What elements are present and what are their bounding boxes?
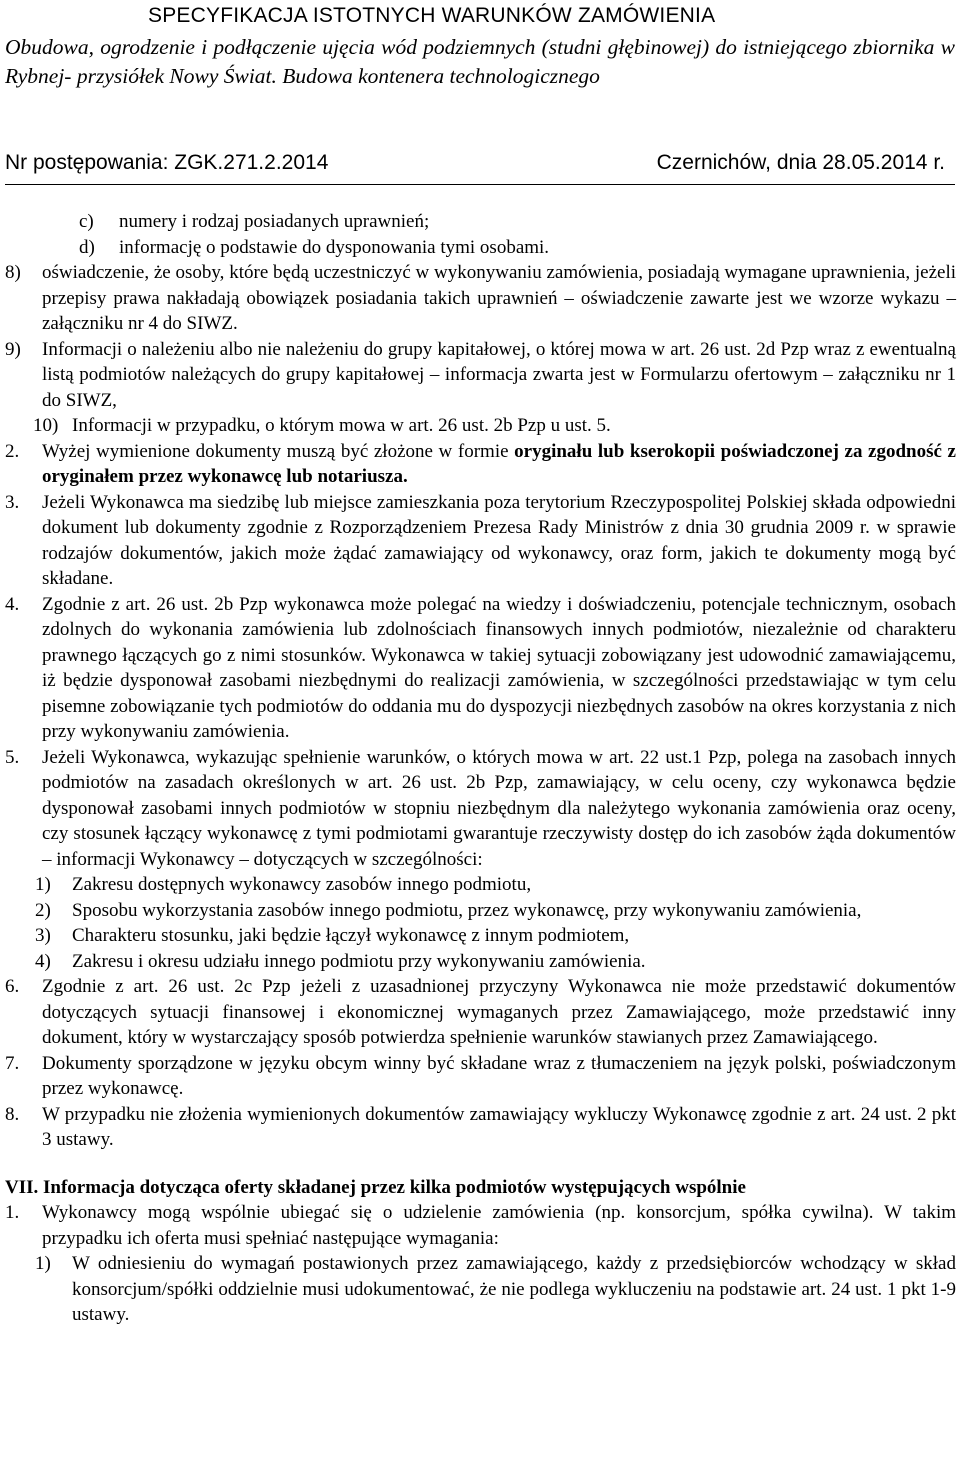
list-item — [0, 1102, 960, 1153]
place-date: Czernichów, dnia 28.05.2014 r. — [656, 151, 945, 174]
item-number: 3. — [5, 491, 20, 513]
item-text: Informacji o należeniu albo nie należeniu do grupy kapitałowej, o której mowa w art. 26 ust. 2d Pzp wraz z ewentualną listą podmiotów należących do grupy kapitałowej – informacja zwarta jest w Formularzu ofertowym – załączniku nr 1 do SIWZ, — [42, 338, 956, 411]
item-text: Wyżej wymienione dokumenty muszą być złożone w formie — [42, 440, 515, 462]
item-text: Jeżeli Wykonawca ma siedzibę lub miejsce zamieszkania poza terytorium Rzeczypospolitej Polskiej składa odpowiedni dokument lub dokumenty zgodnie z Rozporządzeniem Prezesa Rady Ministrów z dnia 30 grudnia 2009 r. w sprawie rodzajów dokumentów, jakich może żądać zamawiający od wykonawcy, oraz form, jakich te dokumenty mogą być składane. — [42, 491, 956, 589]
item-text: Jeżeli Wykonawca, wykazując spełnienie warunków, o których mowa w art. 22 ust.1 Pzp, polega na zasobach innych podmiotów na zasadach określonych w art. 26 ust. 2b Pzp, zamawiający, w celu oceny, czy wykonawca będzie dysponował zasobami innych podmiotów w stopniu niezbędnym dla należytego wykonania zamówienia oraz oceny, czy stosunek łączący wykonawcę z tymi podmiotami gwarantuje rzeczywisty dostęp do ich zasobów żąda dokumentów – informacji Wykonawcy – dotyczących w szczególności: — [42, 746, 956, 870]
list-item — [0, 898, 960, 924]
document-body — [0, 209, 960, 1328]
list-item — [0, 1200, 960, 1251]
item-number: 10) — [33, 415, 59, 436]
item-number: 1) — [35, 1253, 51, 1274]
item-text: oświadczenie, że osoby, które będą uczestniczyć w wykonywaniu zamówienia, posiadają wymagane uprawnienia, jeżeli przepisy prawa nakładają obowiązek posiadania takich uprawnień – oświadczenie zawarte jest we wzorze wykazu – załączniku nr 4 do SIWZ. — [42, 262, 956, 334]
item-bold-text: oryginału lub kserokopii poświadczonej za zgodność z oryginałem przez wykonawcę lub notariusza. — [42, 440, 956, 487]
item-text: Charakteru stosunku, jaki będzie łączył wykonawcę z innym podmiotem, — [72, 925, 630, 946]
item-text: W przypadku nie złożenia wymienionych dokumentów zamawiający wykluczy Wykonawcę zgodnie z art. 24 ust. 2 pkt 3 ustawy. — [42, 1103, 956, 1150]
item-number: 8. — [5, 1103, 20, 1125]
list-item — [0, 1251, 960, 1328]
item-number: 1. — [5, 1202, 20, 1223]
case-number: Nr postępowania: ZGK.271.2.2014 — [5, 151, 329, 174]
item-number: 7. — [5, 1052, 20, 1074]
list-item — [0, 592, 960, 745]
list-item — [0, 872, 960, 898]
item-text: Informacji w przypadku, o którym mowa w art. 26 ust. 2b Pzp u ust. 5. — [72, 415, 611, 436]
section-number: VII. — [5, 1176, 39, 1198]
list-item — [0, 413, 960, 439]
item-number: c) — [79, 211, 94, 232]
header-meta — [5, 150, 955, 176]
item-text: Wykonawcy mogą wspólnie ubiegać się o udzielenie zamówienia (np. konsorcjum, spółka cywilna). W takim przypadku ich oferta musi spełniać następujące wymagania: — [42, 1202, 956, 1249]
item-text: Zakresu i okresu udziału innego podmiotu przy wykonywaniu zamówienia. — [72, 950, 646, 972]
list-item — [0, 974, 960, 1051]
item-number: 3) — [35, 925, 51, 946]
item-number: 2. — [5, 440, 20, 462]
item-number: 1) — [35, 874, 51, 895]
item-text: informację o podstawie do dysponowania tymi osobami. — [119, 236, 550, 258]
item-number: 6. — [5, 976, 20, 997]
item-number: 9) — [5, 338, 21, 360]
list-item — [0, 439, 960, 490]
list-item — [0, 209, 960, 235]
header-divider — [5, 184, 955, 185]
item-text: Sposobu wykorzystania zasobów innego podmiotu, przez wykonawcę, przy wykonywaniu zamówienia, — [72, 899, 862, 921]
section-title: Informacja dotycząca oferty składanej przez kilka podmiotów występujących wspólnie — [43, 1176, 746, 1198]
item-text: numery i rodzaj posiadanych uprawnień; — [119, 211, 430, 232]
item-number: 2) — [35, 899, 51, 921]
list-item — [0, 1051, 960, 1102]
project-subtitle: Obudowa, ogrodzenie i podłączenie ujęcia wód podziemnych (studni głębinowej) do istniejącego zbiornika w Rybnej- przysiółek Nowy Świat. Budowa kontenera technologicznego — [5, 35, 955, 88]
list-item — [0, 235, 960, 261]
section-heading — [0, 1175, 960, 1201]
item-text: Zgodnie z art. 26 ust. 2b Pzp wykonawca może polegać na wiedzy i doświadczeniu, potencjale technicznym, osobach zdolnych do wykonania zamówienia lub zdolnościach finansowych innych podmiotów, niezależnie od charakteru prawnego łączących go z nimi stosunków. Wykonawca w takiej sytuacji zobowiązany jest udowodnić zamawiającemu, iż będzie dysponował zasobami niezbędnymi do realizacji zamówienia, w szczególności przedstawiając w tym celu pisemne zobowiązanie tych podmiotów do oddania mu do dyspozycji niezbędnych zasobów na okres korzystania z nich przy wykonywaniu zamówienia. — [42, 593, 956, 742]
list-item — [0, 923, 960, 949]
item-text: Zgodnie z art. 26 ust. 2c Pzp jeżeli z uzasadnionej przyczyny Wykonawca nie może przedstawić dokumentów dotyczących sytuacji finansowej i ekonomicznej wymaganych przez Zamawiającego, może przedstawić inny dokument, który w wystarczający sposób potwierdza spełnienie warunków stawianych przez Zamawiającego. — [42, 976, 956, 1048]
item-number: 4. — [5, 593, 20, 615]
document-title: SPECYFIKACJA ISTOTNYCH WARUNKÓW ZAMÓWIENIA — [148, 4, 716, 27]
item-text: Dokumenty sporządzone w języku obcym winny być składane wraz z tłumaczeniem na język polski, poświadczonym przez wykonawcę. — [42, 1052, 956, 1099]
list-item — [0, 490, 960, 592]
item-text: W odniesieniu do wymagań postawionych przez zamawiającego, każdy z przedsiębiorców wchodzący w skład konsorcjum/spółki oddzielnie musi udokumentować, że nie podlega wykluczeniu na podstawie art. 24 ust. 1 pkt 1-9 ustawy. — [72, 1253, 956, 1325]
list-item — [0, 260, 960, 337]
item-number: d) — [79, 236, 95, 258]
item-number: 5. — [5, 746, 20, 768]
list-item — [0, 745, 960, 873]
item-text: Zakresu dostępnych wykonawcy zasobów innego podmiotu, — [72, 874, 532, 895]
item-number: 8) — [5, 262, 21, 283]
item-number: 4) — [35, 950, 51, 972]
list-item — [0, 337, 960, 414]
list-item — [0, 949, 960, 975]
